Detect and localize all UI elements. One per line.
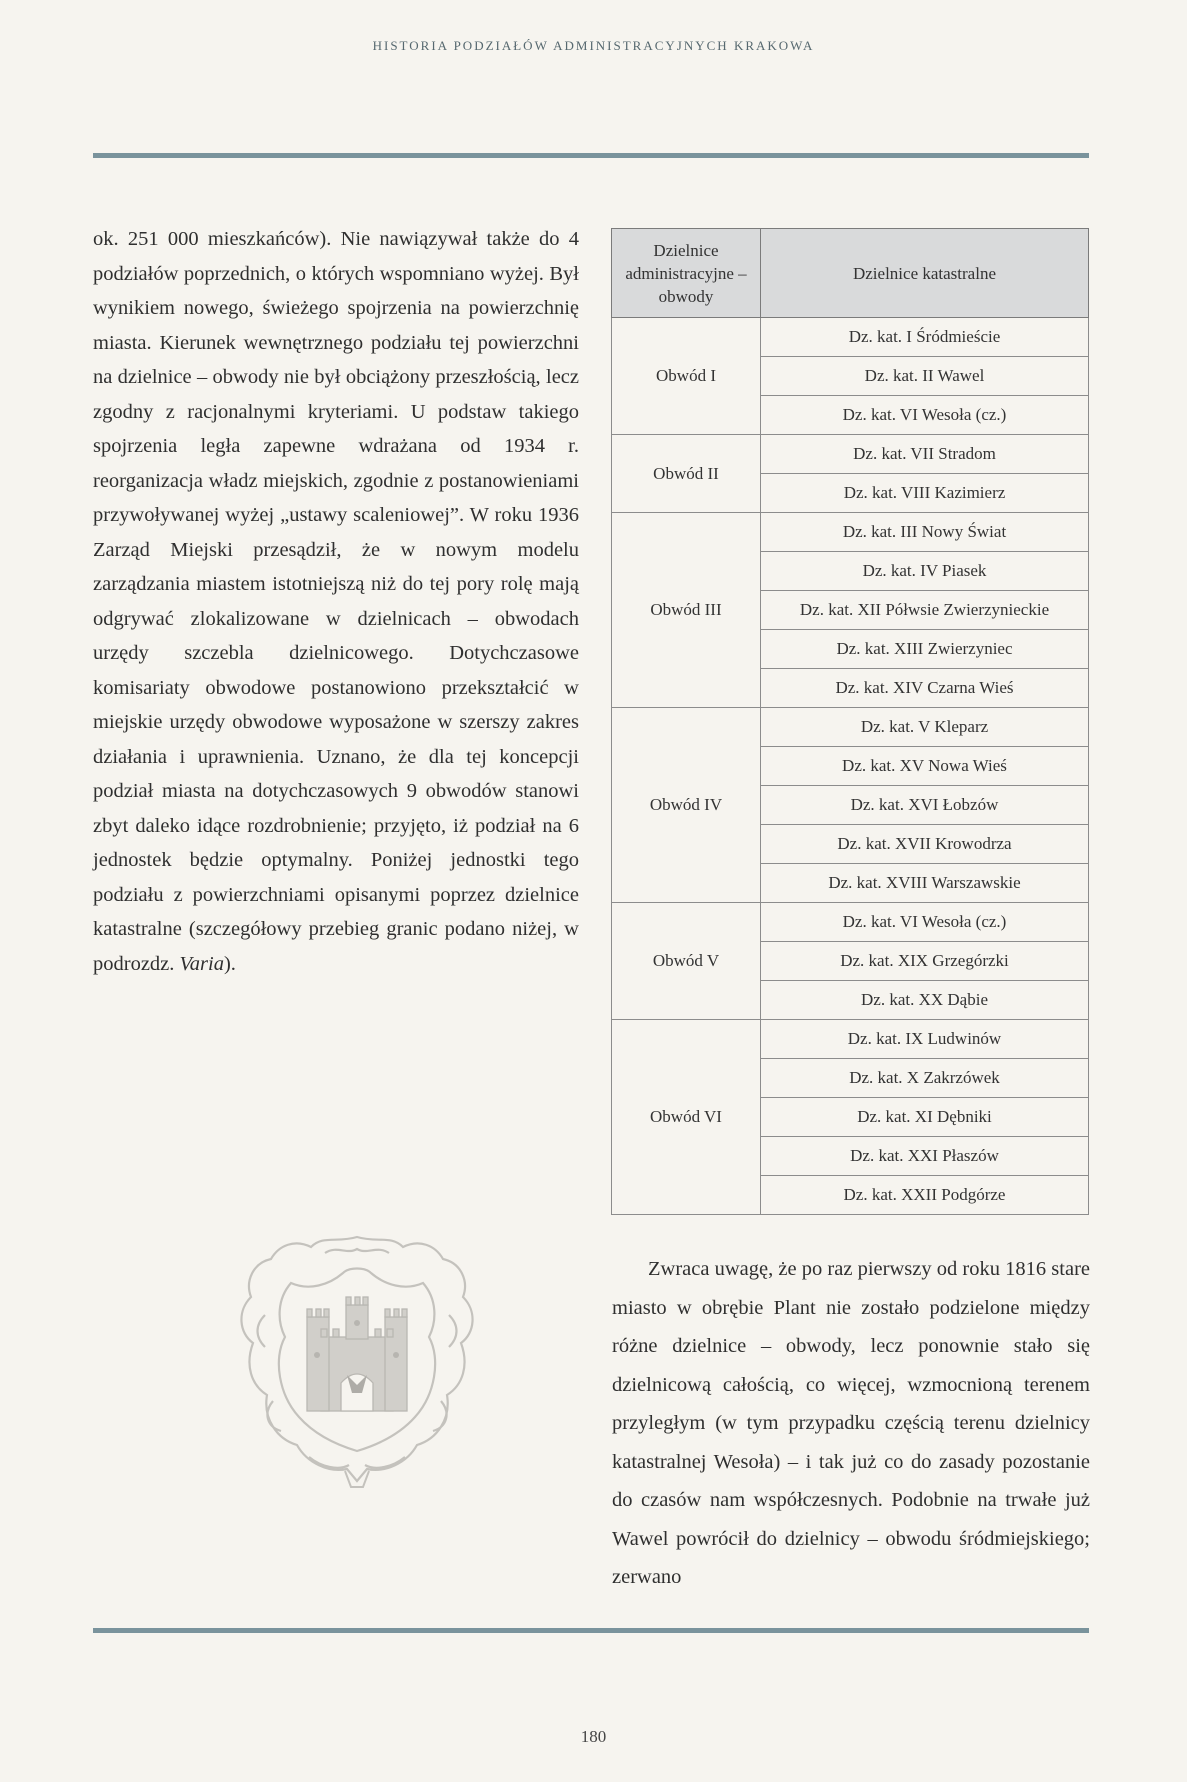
obwod-cell: Obwód III — [612, 513, 761, 708]
cadastral-district-cell: Dz. kat. VII Stradom — [761, 435, 1089, 474]
table-row — [612, 1020, 1089, 1059]
header-administrative: Dzielnice administracyjne – obwody — [612, 229, 761, 318]
cadastral-district-cell: Dz. kat. XIII Zwierzyniec — [761, 630, 1089, 669]
table-body — [612, 318, 1089, 1215]
running-title: HISTORIA PODZIAŁÓW ADMINISTRACYJNYCH KRAKOWA — [372, 38, 815, 53]
cadastral-district-cell: Dz. kat. IV Piasek — [761, 552, 1089, 591]
obwod-cell: Obwód IV — [612, 708, 761, 903]
table-header-row — [612, 229, 1089, 318]
krakow-coat-of-arms-icon — [225, 1225, 490, 1495]
table-row — [612, 513, 1089, 552]
districts-table — [611, 228, 1089, 1215]
varia-reference: Varia — [179, 952, 224, 975]
table-row — [612, 435, 1089, 474]
cadastral-district-cell: Dz. kat. XXI Płaszów — [761, 1137, 1089, 1176]
cadastral-district-cell: Dz. kat. VIII Kazimierz — [761, 474, 1089, 513]
main-paragraph — [93, 222, 579, 981]
cadastral-district-cell: Dz. kat. II Wawel — [761, 357, 1089, 396]
cadastral-district-cell: Dz. kat. XXII Podgórze — [761, 1176, 1089, 1215]
cadastral-district-cell: Dz. kat. VI Wesoła (cz.) — [761, 903, 1089, 942]
obwod-cell: Obwód II — [612, 435, 761, 513]
main-paragraph-end: ). — [223, 952, 236, 975]
cadastral-district-cell: Dz. kat. I Śródmieście — [761, 318, 1089, 357]
obwod-cell: Obwód V — [612, 903, 761, 1020]
bottom-rule — [93, 1628, 1089, 1633]
obwod-cell: Obwód VI — [612, 1020, 761, 1215]
closing-paragraph: Zwraca uwagę, że po raz pierwszy od roku 1816 stare miasto w obrębie Plant nie zostało podzielone między różne dzielnice – obwody, lecz ponownie stało się dzielnicową całością, co więcej, wzmocnioną terenem przyległym (w tym przypadku częścią terenu dzielnicy katastralnej Wesoła) – i tak już co do zasady pozostanie do czasów nam współczesnych. Podobnie na trwałe już Wawel powrócił do dzielnicy – obwodu śródmiejskiego; zerwano — [612, 1258, 1090, 1588]
cadastral-district-cell: Dz. kat. V Kleparz — [761, 708, 1089, 747]
cadastral-district-cell: Dz. kat. IX Ludwinów — [761, 1020, 1089, 1059]
page-number: 180 — [580, 1727, 607, 1746]
left-column — [93, 222, 579, 981]
cadastral-district-cell: Dz. kat. XX Dąbie — [761, 981, 1089, 1020]
obwod-cell: Obwód I — [612, 318, 761, 435]
cadastral-district-cell: Dz. kat. VI Wesoła (cz.) — [761, 396, 1089, 435]
cadastral-district-cell: Dz. kat. III Nowy Świat — [761, 513, 1089, 552]
table-row — [612, 708, 1089, 747]
cadastral-district-cell: Dz. kat. XV Nowa Wieś — [761, 747, 1089, 786]
right-column — [612, 1250, 1090, 1597]
cadastral-district-cell: Dz. kat. XIX Grzegórzki — [761, 942, 1089, 981]
cadastral-district-cell: Dz. kat. XVII Krowodrza — [761, 825, 1089, 864]
table-row — [612, 318, 1089, 357]
top-rule — [93, 153, 1089, 158]
cadastral-district-cell: Dz. kat. XIV Czarna Wieś — [761, 669, 1089, 708]
cadastral-district-cell: Dz. kat. X Zakrzówek — [761, 1059, 1089, 1098]
cadastral-district-cell: Dz. kat. XII Półwsie Zwierzynieckie — [761, 591, 1089, 630]
cadastral-district-cell: Dz. kat. XVIII Warszawskie — [761, 864, 1089, 903]
main-paragraph-text: ok. 251 000 mieszkańców). Nie nawiązywał także do 4 podziałów poprzednich, o których wspomniano wyżej. Był wynikiem nowego, świeżego spojrzenia na powierzchnię miasta. Kierunek wewnętrznego podziału tej powierzchni na dzielnice – obwody nie był obciążony przeszłością, lecz zgodny z racjonalnymi kryteriami. U podstaw takiego spojrzenia legła zapewne wdrażana od 1934 r. reorganizacja władz miejskich, zgodnie z postanowieniami przywoływanej wyżej „ustawy scaleniowej”. W roku 1936 Zarząd Miejski przesądził, że w nowym modelu zarządzania miastem istotniejszą niż do tej pory rolę mają odgrywać zlokalizowane w dzielnicach – obwodach urzędy szczebla dzielnicowego. Dotychczasowe komisariaty obwodowe postanowiono przekształcić w miejskie urzędy obwodowe wyposażone w szerszy zakres działania i uprawnienia. Uznano, że dla tej koncepcji podział miasta na dotychczasowych 9 obwodów stanowi zbyt daleko idące rozdrobnienie; przyjęto, iż podział na 6 jednostek będzie optymalny. Poniżej jednostki tego podziału z powierzchniami opisanymi poprzez dzielnice katastralne (szczegółowy przebieg granic podano niżej, w podrozdz. — [93, 228, 579, 975]
table-row — [612, 903, 1089, 942]
cadastral-district-cell: Dz. kat. XVI Łobzów — [761, 786, 1089, 825]
cadastral-district-cell: Dz. kat. XI Dębniki — [761, 1098, 1089, 1137]
header-cadastral: Dzielnice katastralne — [761, 229, 1089, 318]
